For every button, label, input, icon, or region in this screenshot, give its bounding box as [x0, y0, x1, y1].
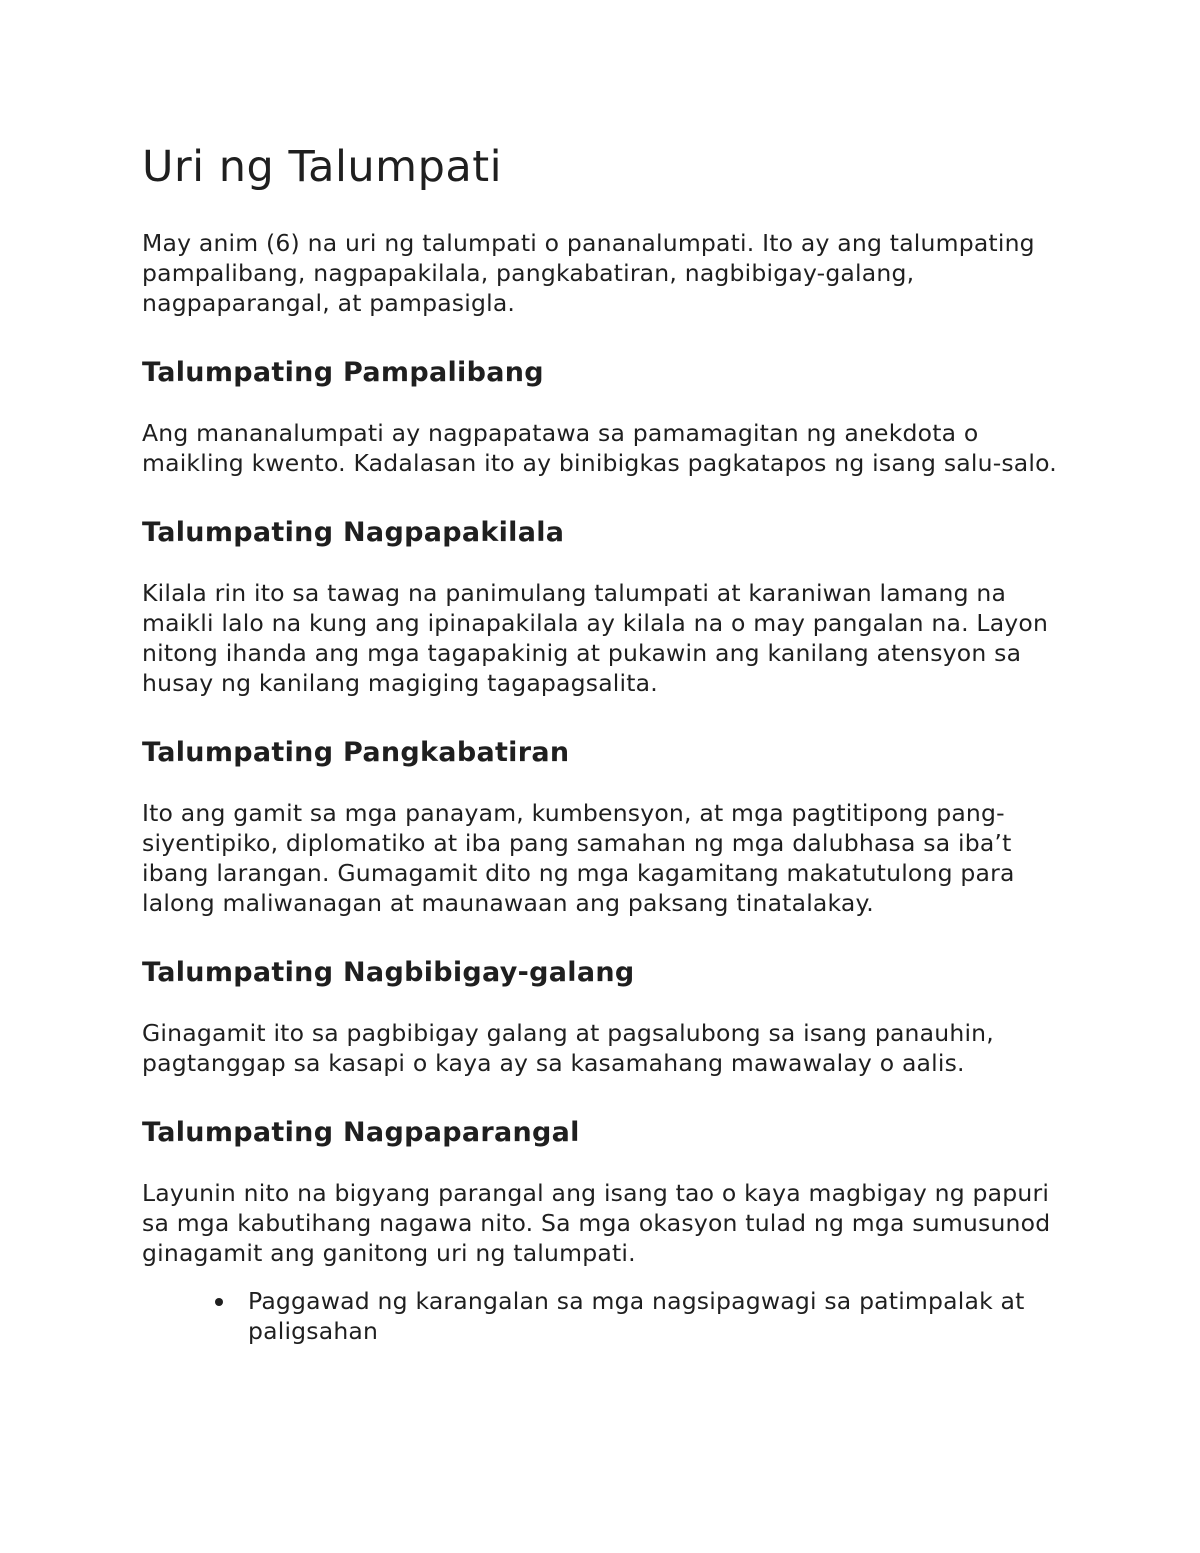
section-body: Layunin nito na bigyang parangal ang isang tao o kaya magbigay ng papuri sa mga kabutihang nagawa nito. Sa mga okasyon tulad ng mga sumusunod ginagamit ang ganitong uri ng talumpati.	[142, 1179, 1051, 1267]
bullet-icon	[215, 1298, 223, 1306]
intro-paragraph: May anim (6) na uri ng talumpati o pananalumpati. Ito ay ang talumpating pampalibang, nagpapakilala, pangkabatiran, nagbibigay-galang, nagpaparangal, at pampasigla.	[142, 229, 1035, 317]
document-page	[142, 140, 1062, 1346]
section-heading: Talumpating Nagbibigay-galang	[142, 957, 635, 988]
section-body: Kilala rin ito sa tawag na panimulang talumpati at karaniwan lamang na maikli lalo na kung ang ipinapakilala ay kilala na o may pangalan na. Layon nitong ihanda ang mga tagapakinig at pukawin ang kanilang atensyon sa husay ng kanilang magiging tagapagsalita.	[142, 579, 1049, 697]
section-heading: Talumpating Nagpapakilala	[142, 517, 565, 548]
section-nagbibigay-galang	[142, 956, 1062, 1078]
document-title: Uri ng Talumpati	[142, 142, 503, 192]
section-heading: Talumpating Pampalibang	[142, 357, 544, 388]
section-heading: Talumpating Pangkabatiran	[142, 737, 570, 768]
list-item	[248, 1286, 1062, 1346]
section-body: Ginagamit ito sa pagbibigay galang at pagsalubong sa isang panauhin, pagtanggap sa kasapi o kaya ay sa kasamahang mawawalay o aalis.	[142, 1019, 994, 1077]
bullet-list	[142, 1286, 1062, 1346]
section-body: Ang mananalumpati ay nagpapatawa sa pamamagitan ng anekdota o maikling kwento. Kadalasan ito ay binibigkas pagkatapos ng isang salu-salo.	[142, 419, 1057, 477]
section-heading: Talumpating Nagpaparangal	[142, 1117, 580, 1148]
section-pampalibang	[142, 356, 1062, 478]
section-body: Ito ang gamit sa mga panayam, kumbensyon, at mga pagtitipong pang-siyentipiko, diplomatiko at iba pang samahan ng mga dalubhasa sa iba’t ibang larangan. Gumagamit dito ng mga kagamitang makatutulong para lalong maliwanagan at maunawaan ang paksang tinatalakay.	[142, 799, 1015, 917]
section-nagpaparangal	[142, 1116, 1062, 1268]
section-pangkabatiran	[142, 736, 1062, 918]
section-nagpapakilala	[142, 516, 1062, 698]
list-item-text: Paggawad ng karangalan sa mga nagsipagwagi sa patimpalak at paligsahan	[248, 1287, 1025, 1345]
